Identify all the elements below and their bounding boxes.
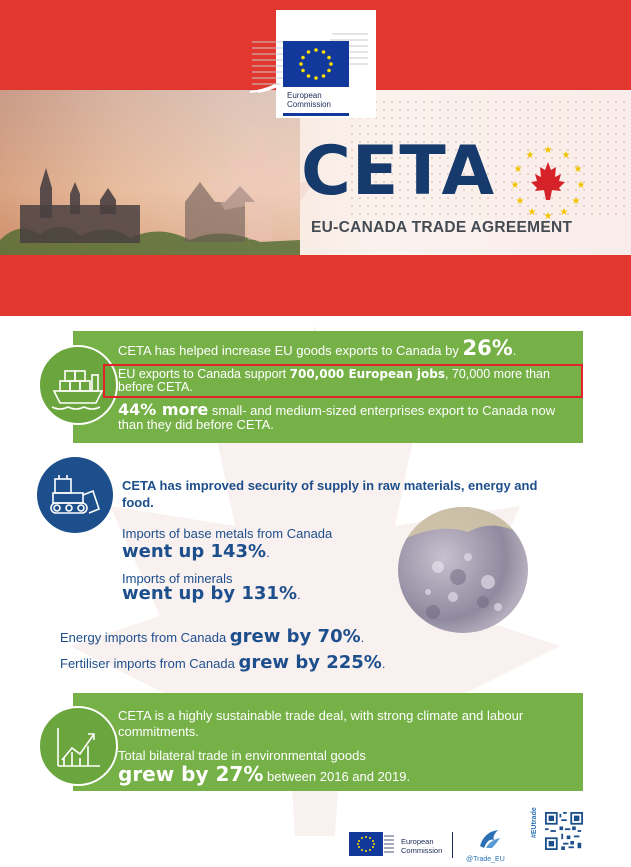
trade-bird-icon[interactable]	[476, 826, 504, 852]
fertiliser-stat: Fertiliser imports from Canada grew by 225%.	[60, 652, 386, 673]
base-metals-value: went up 143%.	[122, 541, 270, 562]
svg-text:★: ★	[576, 180, 586, 191]
page-subtitle: EU-CANADA TRADE AGREEMENT	[311, 219, 573, 236]
svg-text:★: ★	[515, 196, 525, 207]
svg-text:★: ★	[513, 164, 523, 175]
svg-text:★: ★	[527, 207, 537, 218]
svg-text:★: ★	[525, 150, 535, 161]
ec-name: European Commission	[287, 91, 332, 110]
svg-text:★: ★	[561, 150, 571, 161]
svg-text:★: ★	[559, 207, 569, 218]
footer-divider	[452, 832, 453, 858]
jobs-text: EU exports to Canada support 700,000 European jobs, 70,000 more than before CETA.	[118, 367, 550, 395]
exports-growth-text: CETA has helped increase EU goods exports to Canada by 26%.	[118, 336, 517, 360]
svg-text:★: ★	[543, 211, 553, 220]
svg-text:★: ★	[510, 180, 520, 191]
environmental-goods-label: Total bilateral trade in environmental goods	[118, 748, 366, 763]
supply-heading: CETA has improved security of supply in raw materials, energy and food.	[122, 478, 538, 510]
sme-text: 44% more small- and medium-sized enterprises export to Canada now than they did before CETA.	[118, 400, 556, 433]
page-title: CETA	[301, 132, 496, 211]
sustainability-text: CETA is a highly sustainable trade deal, with strong climate and labour commitments.	[118, 708, 524, 739]
svg-text:★: ★	[571, 196, 581, 207]
bulldozer-icon	[37, 457, 113, 533]
eu-flag-icon	[283, 41, 349, 87]
svg-text:★: ★	[543, 145, 553, 156]
minerals-label: Imports of minerals	[122, 571, 233, 586]
growth-chart-icon	[38, 706, 118, 786]
qr-code-icon[interactable]	[545, 812, 583, 850]
eu-flag-icon	[349, 832, 383, 856]
environmental-goods-stat: grew by 27% between 2016 and 2019.	[118, 762, 411, 786]
base-metals-label: Imports of base metals from Canada	[122, 526, 333, 541]
ec-underline	[283, 113, 349, 116]
twitter-handle-link[interactable]: @Trade_EU	[466, 856, 505, 863]
footer-ec-name: European Commission	[401, 837, 443, 855]
hashtag-label: #EUtrade	[531, 807, 538, 838]
ec-building-mini-icon	[383, 832, 395, 856]
svg-text:★: ★	[573, 164, 583, 175]
header-banner	[0, 0, 631, 316]
energy-stat: Energy imports from Canada grew by 70%.	[60, 626, 365, 647]
minerals-value: went up by 131%.	[122, 583, 301, 604]
maple-leaf-icon	[510, 144, 586, 220]
mineral-rock-image	[398, 507, 528, 633]
